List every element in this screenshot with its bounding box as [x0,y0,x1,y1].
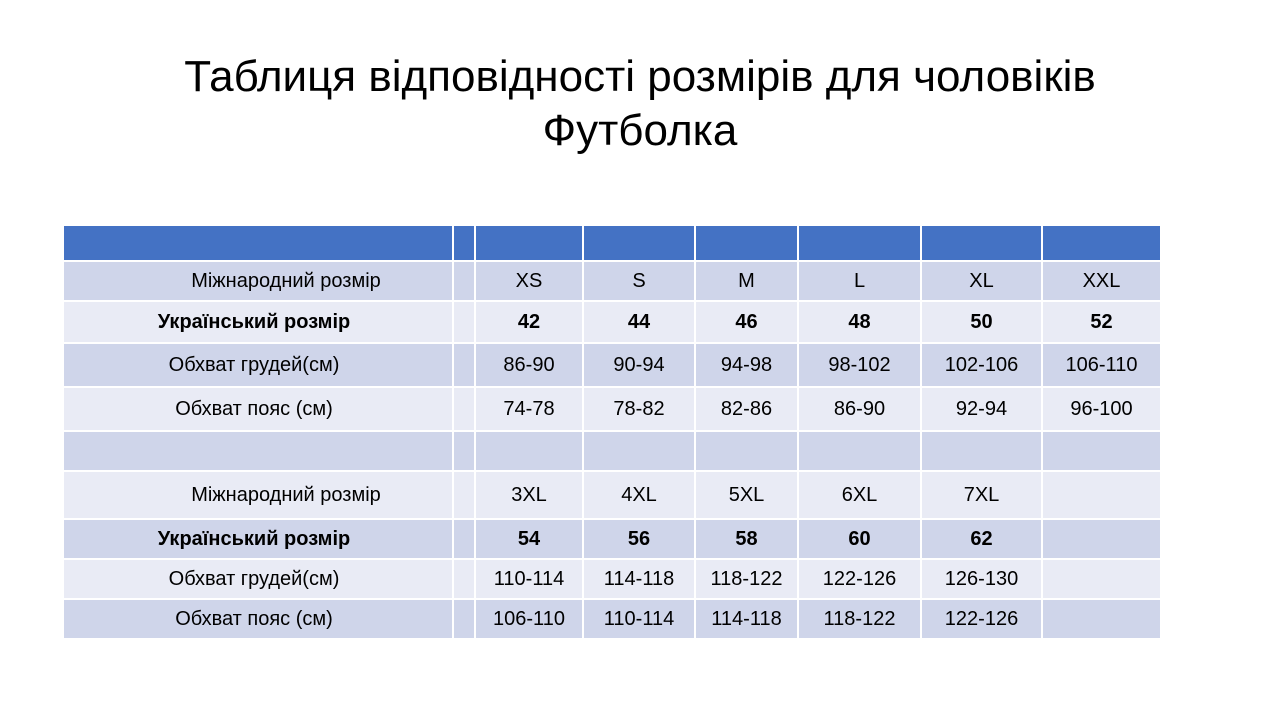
size-chart-table [62,224,1162,640]
table-cell: 122-126 [798,559,921,599]
header-cell [583,225,695,261]
table-cell: 7XL [921,471,1042,519]
spacer-cell [453,387,475,431]
table-cell: 74-78 [475,387,583,431]
table-cell: 86-90 [798,387,921,431]
header-cell [475,225,583,261]
table-row [63,261,1161,301]
table-cell: 92-94 [921,387,1042,431]
table-cell [695,431,798,471]
table-row [63,559,1161,599]
table-cell: XS [475,261,583,301]
table-cell [921,431,1042,471]
table-cell: 106-110 [1042,343,1161,387]
table-cell: 6XL [798,471,921,519]
table-cell: 90-94 [583,343,695,387]
table-cell [475,431,583,471]
table-cell: 98-102 [798,343,921,387]
table-row [63,387,1161,431]
table-cell: 60 [798,519,921,559]
table-cell: 118-122 [798,599,921,639]
table-cell: M [695,261,798,301]
spacer-cell [453,431,475,471]
table-cell: 54 [475,519,583,559]
table-cell: 50 [921,301,1042,343]
row-label: Міжнародний розмір [63,471,453,519]
title-line-1: Таблиця відповідності розмірів для чоловіків [184,52,1096,101]
header-cell [798,225,921,261]
table-cell: 114-118 [583,559,695,599]
header-cell [1042,225,1161,261]
spacer-cell [453,301,475,343]
table-cell: 82-86 [695,387,798,431]
header-cell [695,225,798,261]
table-row [63,343,1161,387]
table-row [63,301,1161,343]
row-label: Український розмір [63,301,453,343]
spacer-cell [453,261,475,301]
table-cell: 3XL [475,471,583,519]
table-cell: S [583,261,695,301]
slide-title [0,50,1280,158]
table-cell: 56 [583,519,695,559]
row-label: Український розмір [63,519,453,559]
table-row [63,471,1161,519]
table-cell: 110-114 [475,559,583,599]
header-cell [921,225,1042,261]
table-cell: 48 [798,301,921,343]
table-cell: 96-100 [1042,387,1161,431]
table-cell: 94-98 [695,343,798,387]
spacer-cell [453,471,475,519]
table-cell: 42 [475,301,583,343]
table-cell [583,431,695,471]
header-cell [453,225,475,261]
table-cell: 102-106 [921,343,1042,387]
table-cell: 126-130 [921,559,1042,599]
table-cell: 4XL [583,471,695,519]
row-label: Обхват грудей(см) [63,559,453,599]
table-cell: L [798,261,921,301]
table-cell: 5XL [695,471,798,519]
table-cell: 46 [695,301,798,343]
table-row [63,599,1161,639]
table-cell: 58 [695,519,798,559]
table-cell [798,431,921,471]
table-header-row [63,225,1161,261]
table-cell [1042,519,1161,559]
table-cell: 44 [583,301,695,343]
table-cell: 62 [921,519,1042,559]
spacer-cell [453,559,475,599]
table-cell: 106-110 [475,599,583,639]
table-cell: 52 [1042,301,1161,343]
table-cell [1042,559,1161,599]
table-cell: 122-126 [921,599,1042,639]
table-cell: 118-122 [695,559,798,599]
table-row [63,519,1161,559]
table-cell [1042,471,1161,519]
row-label: Обхват пояс (см) [63,387,453,431]
table-cell: 86-90 [475,343,583,387]
spacer-cell [453,599,475,639]
table-cell [63,431,453,471]
spacer-cell [453,519,475,559]
row-label: Обхват пояс (см) [63,599,453,639]
row-label: Міжнародний розмір [63,261,453,301]
row-label: Обхват грудей(см) [63,343,453,387]
table-cell: XL [921,261,1042,301]
title-line-2: Футболка [542,106,738,155]
table-cell: 114-118 [695,599,798,639]
table-cell: 78-82 [583,387,695,431]
table-row-empty [63,431,1161,471]
table-cell: XXL [1042,261,1161,301]
table-cell: 110-114 [583,599,695,639]
table-cell [1042,431,1161,471]
spacer-cell [453,343,475,387]
table-cell [1042,599,1161,639]
header-cell [63,225,453,261]
